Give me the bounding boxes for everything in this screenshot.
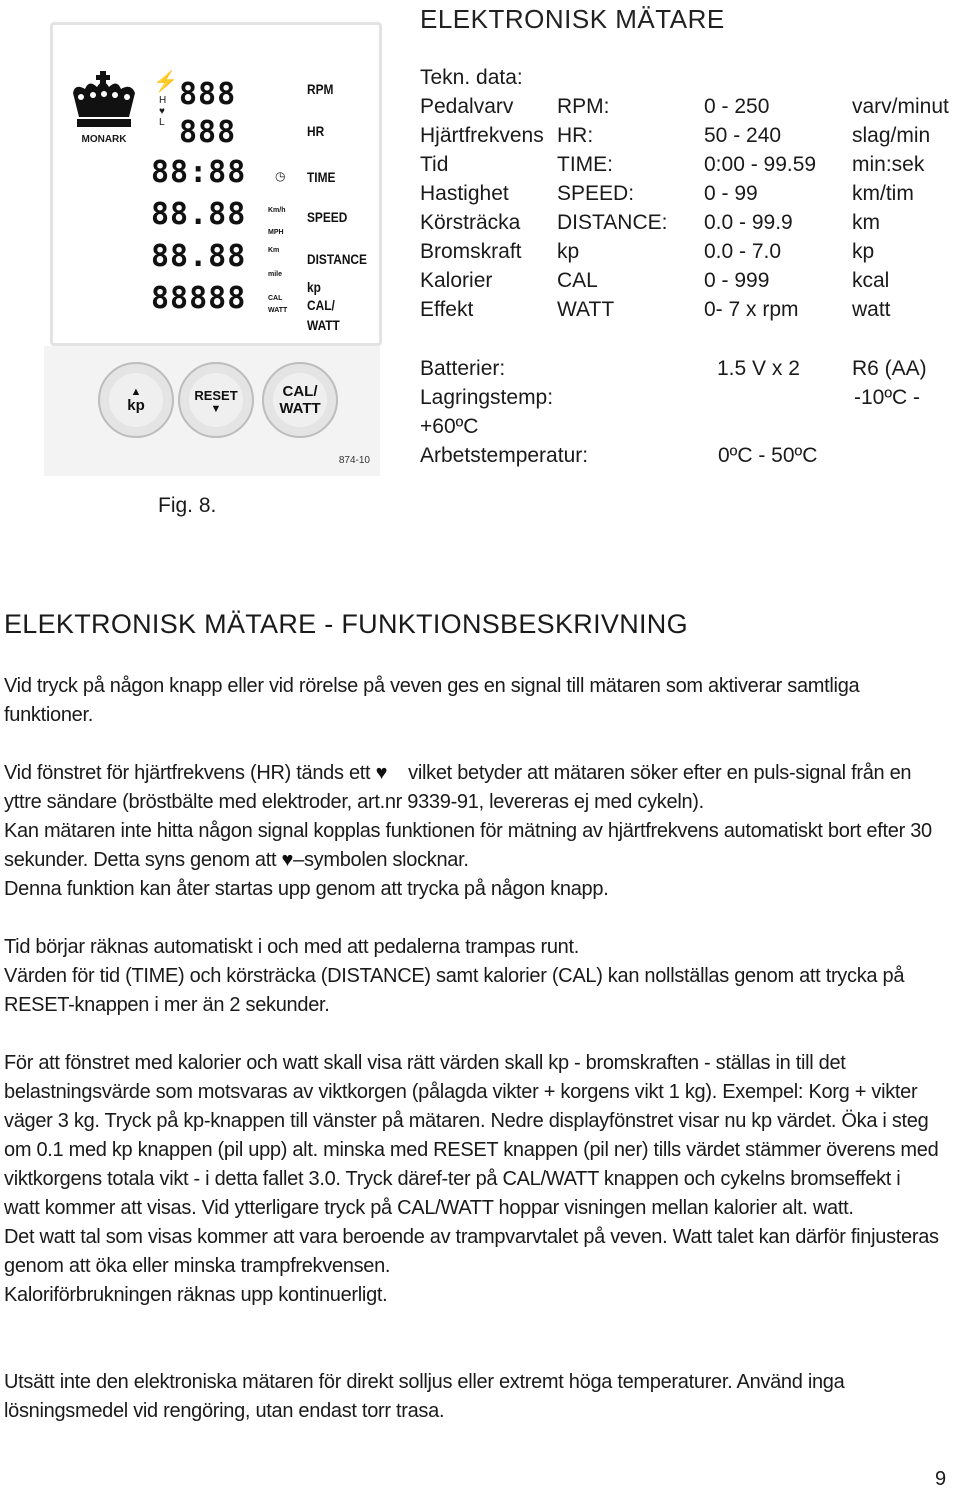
spec-name: Körsträcka xyxy=(420,211,521,234)
spec-code: kp xyxy=(557,240,580,263)
spec-unit: kcal xyxy=(852,269,890,292)
unit-mile: mile xyxy=(268,271,283,278)
speed-digits: 88.88 xyxy=(151,197,247,232)
paragraph-warning xyxy=(4,1368,940,1426)
rpm-digits: 888 xyxy=(179,77,237,112)
figure-caption: Fig. 8. xyxy=(158,494,217,517)
specs-heading: Tekn. data: xyxy=(420,66,523,89)
paragraph-heart-rate: Vid fönstret för hjärtfrekvens (HR) tänds ett ♥ vilket betyder att mätaren söker efter en puls-signal från en yttre sändare (bröstbälte med elektroder, art.nr 9339-91, levereras ej med cykeln). Kan mätaren inte hitta någon signal kopplas funktionen för mätning av hjärtfrekvens automatiskt bort efter 30 sekunder. Detta syns genom att ♥–symbolen slocknar. Denna funktion kan åter startas upp genom att trycka på någon knapp. xyxy=(4,759,940,904)
paragraph-text: Tid börjar räknas automatiskt i och med att pedalerna trampas runt. xyxy=(4,936,579,958)
spec-code: TIME: xyxy=(557,153,613,176)
reset-button[interactable] xyxy=(178,362,254,438)
kp-button-label: kp xyxy=(127,396,145,414)
spec-row xyxy=(420,269,960,298)
brand-label: MONARK xyxy=(81,134,127,145)
spec-row xyxy=(420,182,960,211)
unit-km: Km xyxy=(268,247,280,254)
spec-row xyxy=(420,153,960,182)
clock-icon: ◷ xyxy=(275,169,286,183)
spec-name: Hastighet xyxy=(420,182,509,205)
time-digits: 88:88 xyxy=(151,155,247,190)
spec-unit: km xyxy=(852,211,880,234)
spec-row xyxy=(420,240,960,269)
unit-kmh: Km/h xyxy=(268,207,286,214)
distance-digits: 88.88 xyxy=(151,239,247,274)
kp-cal-digits: 88888 xyxy=(151,281,247,316)
cal-watt-button-label-2: WATT xyxy=(279,400,321,417)
paragraph-kp-setting xyxy=(4,1049,940,1310)
button-panel xyxy=(44,346,380,476)
heart-icon: ♥ xyxy=(375,762,388,784)
spec-code: RPM: xyxy=(557,95,610,118)
spec-unit: watt xyxy=(852,298,891,321)
cal-watt-button-label-1: CAL/ xyxy=(282,383,318,400)
storage-value-b: +60ºC xyxy=(420,415,479,438)
spec-row xyxy=(420,211,960,240)
storage-row xyxy=(420,386,960,415)
storage-row-cont xyxy=(420,415,960,444)
hr-digits: 888 xyxy=(179,115,237,150)
paragraph-text: Kaloriförbrukningen räknas upp kontinuerligt. xyxy=(4,1284,388,1306)
lightning-icon: ⚡ xyxy=(153,71,178,93)
spec-unit: min:sek xyxy=(852,153,925,176)
heart-icon: ♥ xyxy=(281,849,294,871)
paragraph-text: Denna funktion kan åter startas upp genom att trycka på någon knapp. xyxy=(4,878,609,900)
paragraph-activation xyxy=(4,672,940,730)
paragraph-text: Vid fönstret för hjärtfrekvens (HR) tänds ett xyxy=(4,762,371,784)
work-label: Arbetstemperatur: xyxy=(420,444,589,467)
storage-value-a: -10ºC - xyxy=(854,386,921,409)
spec-unit: km/tim xyxy=(852,182,914,205)
battery-value: 1.5 V x 2 xyxy=(717,357,800,380)
spec-code: SPEED: xyxy=(557,182,635,205)
paragraph-text: Kan mätaren inte hitta någon signal kopplas funktionen för mätning av hjärtfrekvens automatiskt bort efter 30 sekunder. Detta syns genom att xyxy=(4,820,932,871)
spec-range: 0 - 99 xyxy=(704,182,758,205)
paragraph-text: Vid tryck på någon knapp eller vid rörelse på veven ges en signal till mätaren som aktiverar samtliga funktioner. xyxy=(4,675,860,726)
spec-code: DISTANCE: xyxy=(557,211,668,234)
heart-high-icon: H ♥ L xyxy=(159,95,167,128)
spec-name: Hjärtfrekvens xyxy=(420,124,544,147)
spec-range: 0 - 250 xyxy=(704,95,770,118)
battery-type: R6 (AA) xyxy=(852,357,927,380)
spec-range: 0 - 999 xyxy=(704,269,770,292)
paragraph-text: symbolen slocknar. xyxy=(303,849,469,871)
label-hr: HR xyxy=(307,123,325,139)
label-distance: DISTANCE xyxy=(307,251,367,267)
arrow-up-icon: ▲ xyxy=(130,385,142,398)
label-kp: kp xyxy=(307,279,321,295)
spec-name: Effekt xyxy=(420,298,474,321)
spec-code: WATT xyxy=(557,298,615,321)
unit-cal: CAL xyxy=(268,295,283,302)
spec-code: CAL xyxy=(557,269,598,292)
reset-button-label: RESET xyxy=(194,387,238,403)
monark-logo xyxy=(67,71,141,145)
unit-watt: WATT xyxy=(268,307,288,314)
page-title: ELEKTRONISK MÄTARE xyxy=(420,4,725,34)
spec-row xyxy=(420,298,960,327)
work-value: 0ºC - 50ºC xyxy=(718,444,818,467)
arrow-down-icon: ▼ xyxy=(210,402,222,415)
storage-label: Lagringstemp: xyxy=(420,386,554,409)
paragraph-time xyxy=(4,933,940,1020)
cal-watt-button[interactable] xyxy=(262,362,338,438)
spec-range: 0:00 - 99.59 xyxy=(704,153,817,176)
label-watt: WATT xyxy=(307,317,340,333)
kp-button[interactable] xyxy=(98,362,174,438)
spec-name: Kalorier xyxy=(420,269,493,292)
spec-range: 0.0 - 7.0 xyxy=(704,240,782,263)
spec-unit: slag/min xyxy=(852,124,931,147)
spec-unit: kp xyxy=(852,240,875,263)
spec-code: HR: xyxy=(557,124,594,147)
spec-name: Bromskraft xyxy=(420,240,522,263)
display-panel xyxy=(50,22,382,346)
paragraph-text: För att fönstret med kalorier och watt skall visa rätt värden skall kp - bromskraften - ställas in till det belastningsvärde som motsvaras av viktkorgen (pålagda vikter + korgens vikt 1 kg). Exempel: Korg + vikter väger 3 kg. Tryck på kp-knappen till vänster på mätaren. Nedre displayfönstret visar nu kp värdet. Öka i steg om 0.1 med kp knappen (pil upp) alt. minska med RESET knappen (pil ner) tills värdet stämmer överens med viktkorgens totala vikt - i detta fallet 3.0. Tryck däref-ter på CAL/WATT knappen och cykelns bromseffekt i watt kommer att visas. Vid ytterligare tryck på CAL/WATT hoppar visningen mellan kalorier alt. watt. xyxy=(4,1052,939,1219)
label-time: TIME xyxy=(307,169,336,185)
work-temp-row xyxy=(420,444,960,473)
label-cal: CAL/ xyxy=(307,297,335,313)
spec-unit: varv/minut xyxy=(852,95,949,118)
unit-mph: MPH xyxy=(268,229,284,236)
paragraph-text: vilket betyder att mätaren söker efter en puls-signal från en yttre sändare (bröstbälte med elektroder, art.nr 9339-91, levereras ej med cykeln). xyxy=(4,762,912,813)
section-heading: ELEKTRONISK MÄTARE - FUNKTIONSBESKRIVNING xyxy=(4,609,688,639)
paragraph-text: Värden för tid (TIME) och körsträcka (DISTANCE) samt kalorier (CAL) kan nollställas genom att trycka på RESET-knappen i mer än 2 sekunder. xyxy=(4,965,905,1016)
spec-name: Tid xyxy=(420,153,449,176)
spec-name: Pedalvarv xyxy=(420,95,514,118)
spec-row xyxy=(420,124,960,153)
part-code: 874-10 xyxy=(338,455,370,466)
spec-range: 0.0 - 99.9 xyxy=(704,211,793,234)
battery-label: Batterier: xyxy=(420,357,506,380)
label-speed: SPEED xyxy=(307,209,348,225)
label-rpm: RPM xyxy=(307,81,334,97)
spec-range: 0- 7 x rpm xyxy=(704,298,799,321)
spec-row xyxy=(420,95,960,124)
battery-row xyxy=(420,357,960,386)
page-number: 9 xyxy=(935,1468,947,1490)
paragraph-text: Det watt tal som visas kommer att vara beroende av trampvarvtalet på veven. Watt talet kan därför finjusteras genom att öka eller minska trampfrekvensen. xyxy=(4,1226,939,1277)
spec-range: 50 - 240 xyxy=(704,124,782,147)
paragraph-text: Utsätt inte den elektroniska mätaren för direkt solljus eller extremt höga temperaturer. Använd inga lösningsmedel vid rengöring, utan endast torr trasa. xyxy=(4,1371,845,1422)
meter-illustration xyxy=(42,18,382,480)
